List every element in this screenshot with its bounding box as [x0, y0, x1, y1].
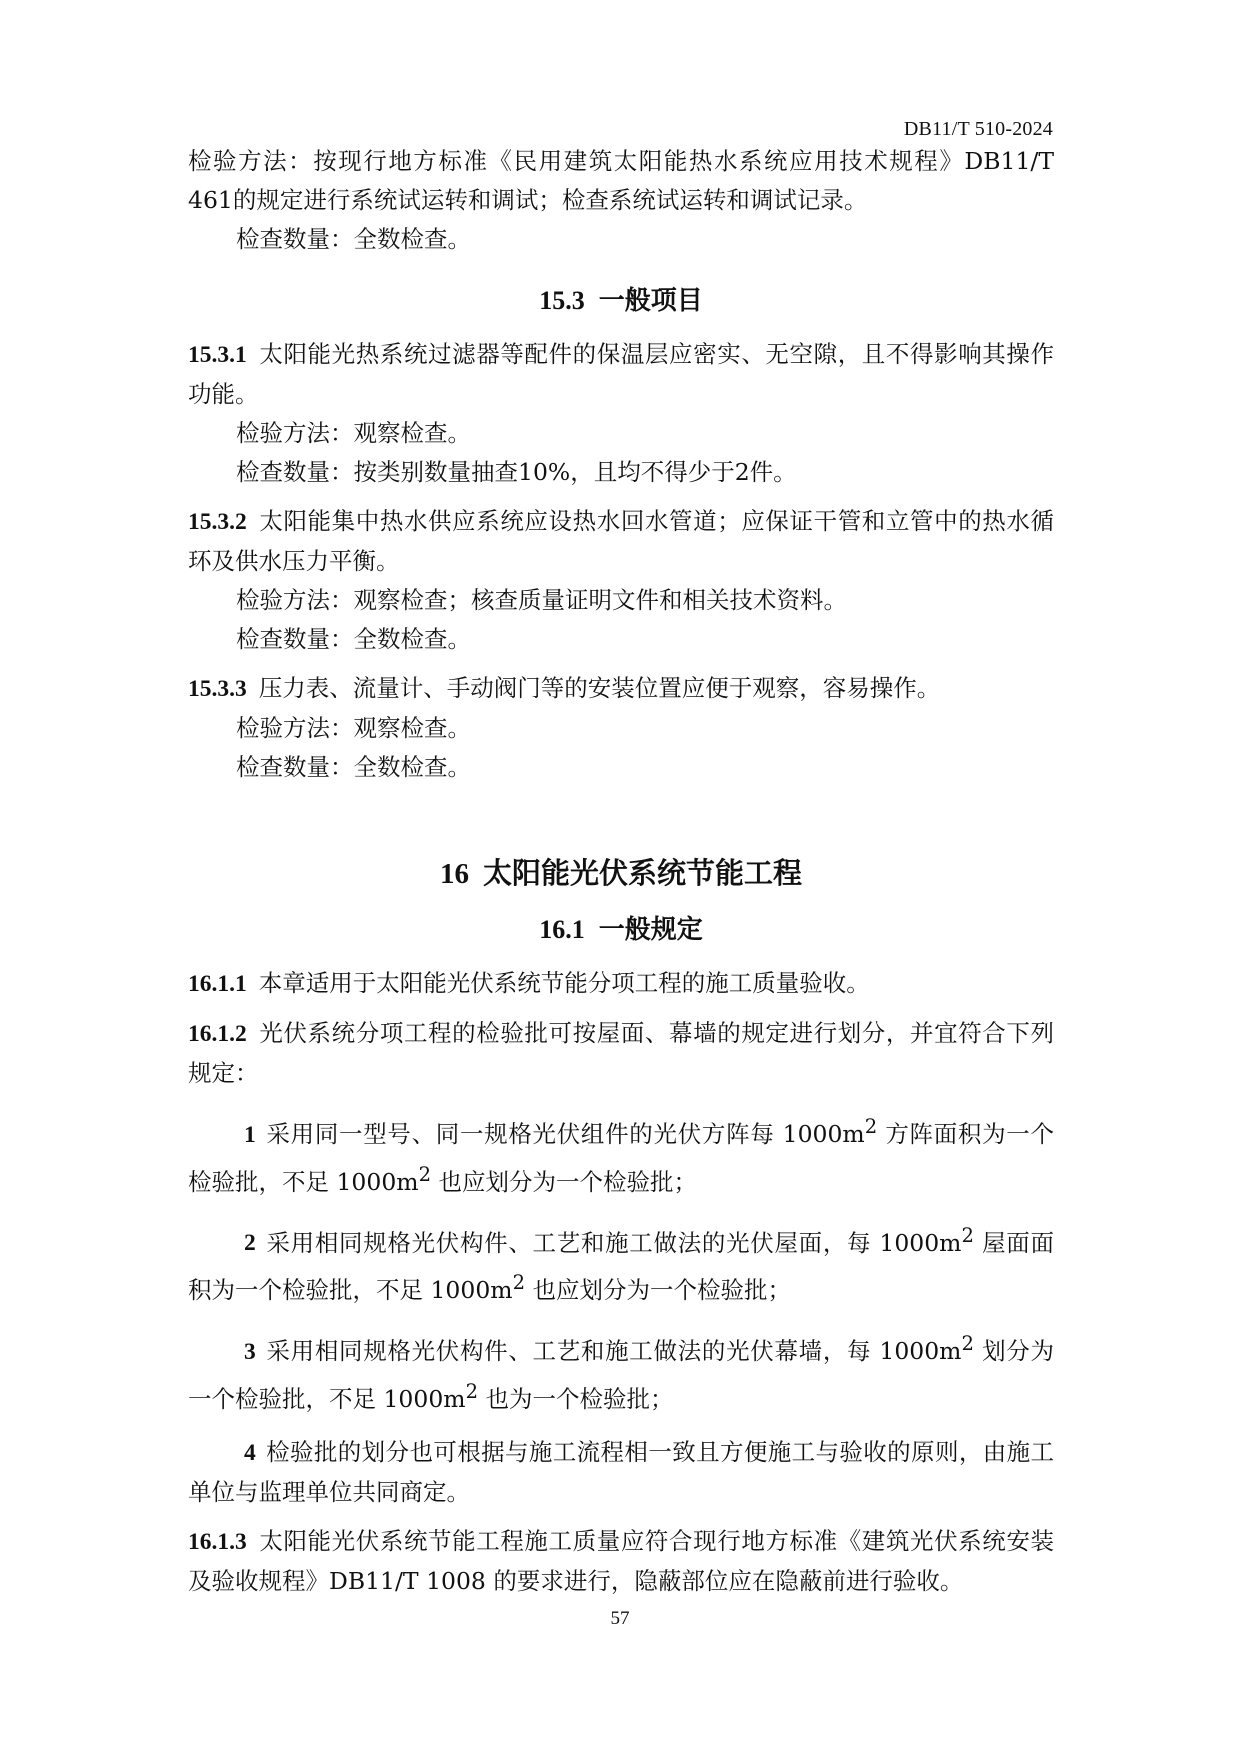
clause-number: 15.3.1 — [188, 342, 247, 368]
list-text-a: 采用同一型号、同一规格光伏组件的光伏方阵每 1000m — [265, 1119, 865, 1148]
list-text: 检验批的划分也可根据与施工流程相一致且方便施工与验收的原则，由施工单位与监理单位共同商定。 — [188, 1437, 1054, 1506]
clause-15-3-1 — [188, 335, 1054, 414]
clause-text: 光伏系统分项工程的检验批可按屋面、幕墙的规定进行划分，并宜符合下列规定： — [188, 1019, 1054, 1087]
clause-number: 15.3.2 — [188, 509, 247, 535]
inspection-method: 检验方法：观察检查。 — [236, 419, 471, 447]
clause-text: 太阳能光伏系统节能工程施工质量应符合现行地方标准《建筑光伏系统安装及验收规程》DB11/T 1008 的要求进行，隐蔽部位应在隐蔽前进行验收。 — [188, 1526, 1054, 1595]
clause-16-1-1 — [188, 964, 1054, 1004]
clause-text: 太阳能集中热水供应系统应设热水回水管道；应保证干管和立管中的热水循环及供水压力平衡。 — [188, 507, 1054, 575]
list-text-b: 方阵面积为一个检验批，不足 1000m — [188, 1119, 1054, 1196]
superscript: 2 — [961, 1332, 974, 1356]
page-number: 57 — [610, 1608, 630, 1629]
clause-text: 太阳能光热系统过滤器等配件的保温层应密实、无空隙，且不得影响其操作功能。 — [188, 340, 1054, 408]
clause-16-1-2 — [188, 1014, 1054, 1093]
clause-number: 16.1.1 — [188, 971, 247, 997]
list-text-c: 也为一个检验批； — [478, 1384, 674, 1413]
superscript: 2 — [465, 1380, 479, 1404]
list-item-2 — [188, 1216, 1054, 1311]
clause-text: 压力表、流量计、手动阀门等的安装位置应便于观察，容易操作。 — [258, 674, 941, 702]
clause-text: 本章适用于太阳能光伏系统节能分项工程的施工质量验收。 — [258, 969, 870, 997]
inspection-method: 检验方法：按现行地方标准《民用建筑太阳能热水系统应用技术规程》DB11/T 461的规定进行系统试运转和调试；检查系统试运转和调试记录。 — [188, 147, 1054, 214]
section-heading-16-1 — [188, 910, 1054, 950]
clause-15-3-3 — [188, 669, 1054, 709]
section-number: 15.3 — [539, 286, 585, 315]
superscript: 2 — [961, 1223, 974, 1247]
section-title: 一般项目 — [598, 286, 703, 316]
list-number: 3 — [244, 1339, 256, 1366]
superscript: 2 — [418, 1162, 432, 1186]
section-title: 一般规定 — [598, 915, 703, 945]
chapter-title: 太阳能光伏系统节能工程 — [482, 856, 802, 890]
list-number: 1 — [244, 1121, 256, 1148]
list-item-3 — [188, 1324, 1054, 1419]
section-number: 16.1 — [539, 915, 585, 944]
superscript: 2 — [512, 1271, 526, 1295]
list-text-c: 也应划分为一个检验批； — [525, 1276, 792, 1305]
superscript: 2 — [864, 1115, 878, 1138]
chapter-heading-16 — [188, 851, 1054, 896]
page-content — [188, 142, 1054, 1601]
clause-15-3-2 — [188, 502, 1054, 581]
section-heading-15-3 — [188, 281, 1054, 321]
inspection-method: 检验方法：观察检查；核查质量证明文件和相关技术资料。 — [236, 586, 847, 614]
clause-16-1-3 — [188, 1522, 1054, 1601]
list-number: 4 — [244, 1439, 256, 1466]
document-code: DB11/T 510-2024 — [903, 118, 1053, 140]
clause-number: 15.3.3 — [188, 676, 247, 702]
chapter-number: 16 — [439, 858, 469, 890]
inspection-quantity: 检查数量：全数检查。 — [236, 225, 471, 253]
inspection-quantity: 检查数量：全数检查。 — [236, 753, 471, 781]
clause-number: 16.1.3 — [188, 1528, 247, 1555]
list-text-b: 屋面面积为一个检验批，不足 1000m — [188, 1228, 1054, 1305]
inspection-method: 检验方法：观察检查。 — [236, 714, 471, 742]
list-text-c: 也应划分为一个检验批； — [431, 1167, 698, 1196]
clause-number: 16.1.2 — [188, 1021, 247, 1047]
list-text-b: 划分为一个检验批，不足 1000m — [188, 1337, 1054, 1413]
list-number: 2 — [244, 1230, 256, 1257]
inspection-quantity: 检查数量：全数检查。 — [236, 625, 471, 653]
list-text-a: 采用相同规格光伏构件、工艺和施工做法的光伏屋面，每 1000m — [265, 1228, 962, 1257]
list-item-1 — [188, 1107, 1054, 1202]
list-item-4 — [188, 1433, 1054, 1512]
inspection-quantity: 检查数量：按类别数量抽查10%，且均不得少于2件。 — [236, 458, 797, 486]
list-text-a: 采用相同规格光伏构件、工艺和施工做法的光伏幕墙，每 1000m — [265, 1337, 962, 1366]
